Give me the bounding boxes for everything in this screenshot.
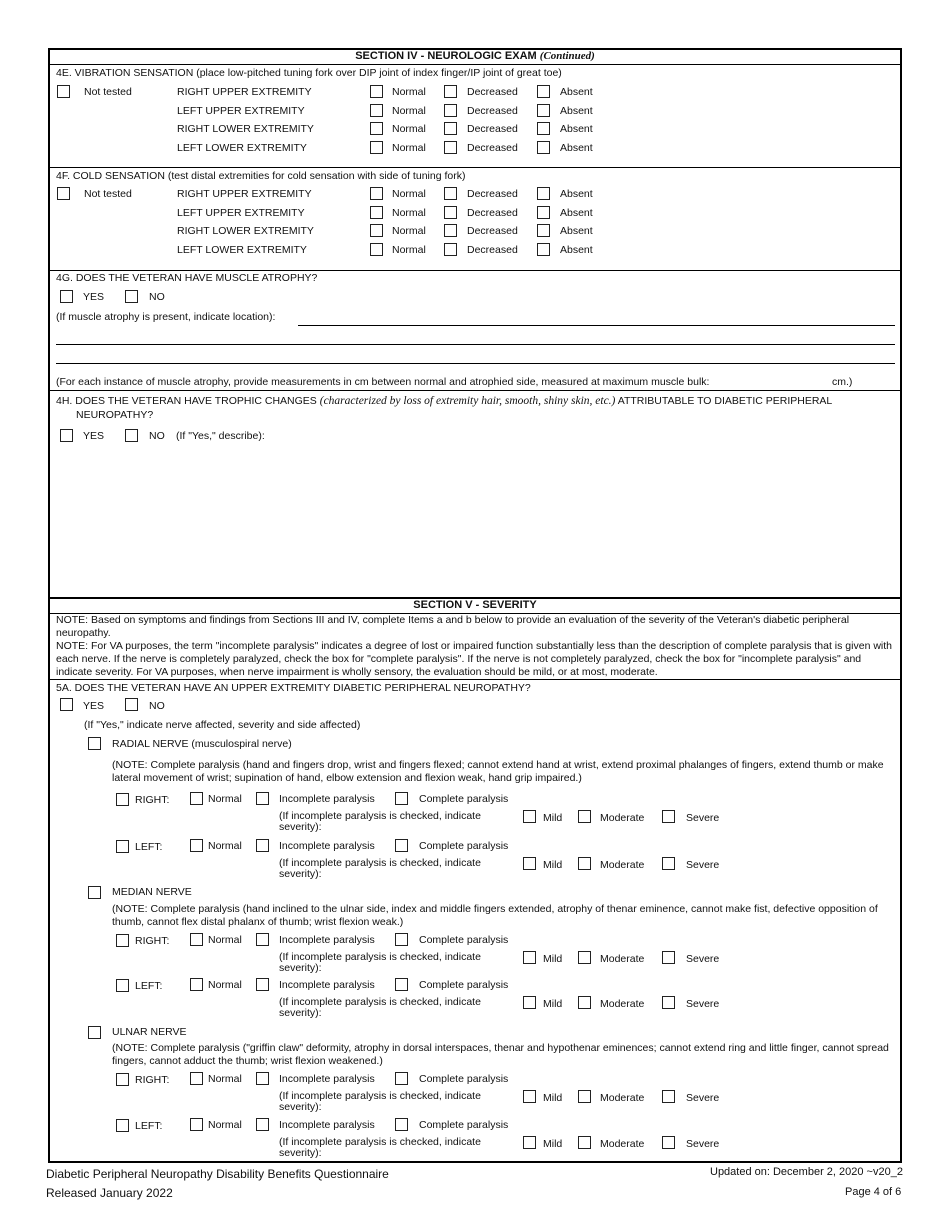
radial-right-normal-checkbox[interactable] bbox=[190, 792, 203, 805]
median-right-moderate-label: Moderate bbox=[600, 953, 645, 965]
ulnar-nerve-label: ULNAR NERVE bbox=[112, 1026, 187, 1038]
cold-right-upper-label: RIGHT UPPER EXTREMITY bbox=[177, 188, 312, 200]
q4g-location-line-3[interactable] bbox=[56, 363, 895, 364]
q4g-no-label: NO bbox=[149, 291, 165, 303]
q4h-label-cont: NEUROPATHY? bbox=[76, 409, 154, 421]
vibration-right-lower-normal-checkbox[interactable] bbox=[370, 122, 383, 135]
radial-nerve-label: RADIAL NERVE (musculospiral nerve) bbox=[112, 738, 292, 750]
ulnar-right-label: RIGHT: bbox=[135, 1074, 170, 1086]
radial-right-incomplete-checkbox[interactable] bbox=[256, 792, 269, 805]
median-left-complete-label: Complete paralysis bbox=[419, 979, 509, 991]
median-left-incomplete-checkbox[interactable] bbox=[256, 978, 269, 991]
vibration-left-lower-decreased-checkbox[interactable] bbox=[444, 141, 457, 154]
median-right-mild-checkbox[interactable] bbox=[523, 951, 536, 964]
cold-left-lower-decreased-checkbox[interactable] bbox=[444, 243, 457, 256]
divider bbox=[48, 679, 902, 680]
vibration-left-lower-absent-label: Absent bbox=[560, 142, 593, 155]
ulnar-right-incomplete-checkbox[interactable] bbox=[256, 1072, 269, 1085]
vibration-right-lower-label: RIGHT LOWER EXTREMITY bbox=[177, 123, 314, 136]
median-left-complete-checkbox[interactable] bbox=[395, 978, 408, 991]
radial-right-mild-label: Mild bbox=[543, 812, 563, 824]
radial-left-severe-checkbox[interactable] bbox=[662, 857, 675, 870]
radial-nerve-note: (NOTE: Complete paralysis (hand and fingers drop, wrist and fingers flexed; cannot extend hand at wrist, extend proximal phalanges of fingers, extend thumb or make lateral movement of wrist; supination of hand, elbow extension and flexion weak, hand grip impaired.) bbox=[112, 759, 884, 784]
median-right-normal-checkbox[interactable] bbox=[190, 933, 203, 946]
q4g-location-label: (If muscle atrophy is present, indicate location): bbox=[56, 311, 276, 323]
cold-right-upper-decreased-label: Decreased bbox=[467, 188, 518, 200]
radial-right-severe-checkbox[interactable] bbox=[662, 810, 675, 823]
median-left-severity-instr-2: severity): bbox=[279, 1007, 322, 1019]
ulnar-right-complete-checkbox[interactable] bbox=[395, 1072, 408, 1085]
vibration-right-upper-absent-label: Absent bbox=[560, 86, 593, 98]
cold-left-upper-normal-label: Normal bbox=[392, 206, 426, 219]
ulnar-nerve-note: (NOTE: Complete paralysis ("griffin claw" deformity, atrophy in dorsal interspaces, thenar and hypothenar eminences; cannot extend ring and little finger, cannot spread fingers, cannot adduct the thumb; wrist flexion weakened.) bbox=[112, 1042, 889, 1067]
cold-left-upper-absent-checkbox[interactable] bbox=[537, 206, 550, 219]
median-right-severe-label: Severe bbox=[686, 953, 720, 965]
cold-right-lower-label: RIGHT LOWER EXTREMITY bbox=[177, 225, 314, 238]
vibration-left-upper-absent-label: Absent bbox=[560, 104, 593, 117]
section-v-note-2: NOTE: For VA purposes, the term "incomplete paralysis" indicates a degree of lost or impaired function substantially less than the description of complete paralysis that is given with each nerve. If the nerve is completely paralyzed, check the box for "complete paralysis". If the nerve is not completely paralyzed, check the box for "incomplete paralysis" and indicate severity. For VA purposes, when nerve impairment is wholly sensory, the evaluation should be mild, or at most, moderate. bbox=[56, 640, 892, 678]
radial-left-moderate-checkbox[interactable] bbox=[578, 857, 591, 870]
cold-right-lower-decreased-label: Decreased bbox=[467, 225, 518, 238]
radial-nerve-checkbox[interactable] bbox=[88, 737, 101, 750]
q5a-label: 5A. DOES THE VETERAN HAVE AN UPPER EXTREMITY DIABETIC PERIPHERAL NEUROPATHY? bbox=[56, 682, 531, 694]
cold-right-lower-normal-label: Normal bbox=[392, 225, 426, 238]
cold-right-lower-absent-label: Absent bbox=[560, 225, 593, 238]
cold-left-lower-normal-checkbox[interactable] bbox=[370, 243, 383, 256]
q4g-yes-label: YES bbox=[83, 291, 105, 303]
median-left-moderate-checkbox[interactable] bbox=[578, 996, 591, 1009]
median-right-severity-instr: (If incomplete paralysis is checked, indicate bbox=[279, 951, 481, 963]
ulnar-left-incomplete-checkbox[interactable] bbox=[256, 1118, 269, 1131]
radial-left-label: LEFT: bbox=[135, 841, 163, 853]
cold-left-lower-label: LEFT LOWER EXTREMITY bbox=[177, 244, 307, 257]
q4h-no-label: NO bbox=[149, 430, 165, 442]
ulnar-right-moderate-checkbox[interactable] bbox=[578, 1090, 591, 1103]
section-v-note-1: NOTE: Based on symptoms and findings from Sections III and IV, complete Items a and b below to provide an evaluation of the severity of the Veteran's diabetic peripheral neuropathy. bbox=[56, 614, 850, 639]
vibration-left-upper-decreased-checkbox[interactable] bbox=[444, 104, 457, 117]
q4g-cm-label: cm.) bbox=[832, 376, 853, 388]
ulnar-right-mild-checkbox[interactable] bbox=[523, 1090, 536, 1103]
q5a-no-checkbox[interactable] bbox=[125, 698, 138, 711]
q4g-location-line[interactable] bbox=[298, 325, 895, 326]
cold-left-upper-absent-label: Absent bbox=[560, 206, 593, 219]
q4g-location-line-2[interactable] bbox=[56, 344, 895, 345]
radial-left-normal-label: Normal bbox=[208, 840, 242, 852]
footer-updated: Updated on: December 2, 2020 ~v20_2 bbox=[710, 1166, 903, 1178]
ulnar-right-severe-checkbox[interactable] bbox=[662, 1090, 675, 1103]
ulnar-right-normal-checkbox[interactable] bbox=[190, 1072, 203, 1085]
vibration-not-tested-checkbox[interactable] bbox=[57, 85, 70, 98]
section-iv-header: SECTION IV - NEUROLOGIC EXAM (Continued) bbox=[355, 50, 595, 62]
median-left-severe-checkbox[interactable] bbox=[662, 996, 675, 1009]
vibration-right-upper-decreased-checkbox[interactable] bbox=[444, 85, 457, 98]
q5a-if-yes-label: (If "Yes," indicate nerve affected, severity and side affected) bbox=[84, 719, 361, 731]
cold-not-tested-checkbox[interactable] bbox=[57, 187, 70, 200]
ulnar-right-severity-instr: (If incomplete paralysis is checked, indicate bbox=[279, 1090, 481, 1102]
q4g-no-checkbox[interactable] bbox=[125, 290, 138, 303]
vibration-left-upper-normal-checkbox[interactable] bbox=[370, 104, 383, 117]
median-right-severity-instr-2: severity): bbox=[279, 962, 322, 974]
radial-left-checkbox[interactable] bbox=[116, 840, 129, 853]
section-v-header: SECTION V - SEVERITY bbox=[413, 599, 537, 611]
radial-right-moderate-label: Moderate bbox=[600, 812, 645, 824]
q4h-no-checkbox[interactable] bbox=[125, 429, 138, 442]
cold-left-lower-decreased-label: Decreased bbox=[467, 244, 518, 257]
ulnar-left-severity-instr-2: severity): bbox=[279, 1147, 322, 1159]
ulnar-left-mild-label: Mild bbox=[543, 1138, 563, 1150]
ulnar-right-normal-label: Normal bbox=[208, 1073, 242, 1085]
q4h-label: 4H. DOES THE VETERAN HAVE TROPHIC CHANGES (characterized by loss of extremity hair, smooth, shiny skin, etc.) ATTRIBUTABLE TO DIABETIC PERIPHERAL bbox=[56, 395, 833, 407]
ulnar-nerve-checkbox[interactable] bbox=[88, 1026, 101, 1039]
median-right-checkbox[interactable] bbox=[116, 934, 129, 947]
radial-right-label: RIGHT: bbox=[135, 794, 170, 806]
median-left-incomplete-label: Incomplete paralysis bbox=[279, 979, 375, 991]
vibration-right-lower-normal-label: Normal bbox=[392, 123, 426, 136]
q4g-measurement-label: (For each instance of muscle atrophy, provide measurements in cm between normal and atrophied side, measured at maximum muscle bulk: bbox=[56, 376, 710, 388]
footer-page: Page 4 of 6 bbox=[845, 1186, 902, 1198]
vibration-left-lower-label: LEFT LOWER EXTREMITY bbox=[177, 142, 307, 155]
median-nerve-note: (NOTE: Complete paralysis (hand inclined to the ulnar side, index and middle fingers extended, atrophy of thenar eminence, cannot make fist, defective opposition of thumb, cannot flex distal phalanx of thumb; wrist flexion weak.) bbox=[112, 903, 878, 928]
cold-right-lower-absent-checkbox[interactable] bbox=[537, 224, 550, 237]
vibration-left-upper-label: LEFT UPPER EXTREMITY bbox=[177, 104, 305, 117]
radial-left-mild-label: Mild bbox=[543, 859, 563, 871]
cold-right-lower-normal-checkbox[interactable] bbox=[370, 224, 383, 237]
radial-right-severity-instr: (If incomplete paralysis is checked, indicate bbox=[279, 810, 481, 822]
ulnar-right-mild-label: Mild bbox=[543, 1092, 563, 1104]
q4g-label: 4G. DOES THE VETERAN HAVE MUSCLE ATROPHY? bbox=[56, 272, 318, 284]
median-right-complete-checkbox[interactable] bbox=[395, 933, 408, 946]
radial-right-severe-label: Severe bbox=[686, 812, 720, 824]
vibration-left-lower-normal-label: Normal bbox=[392, 142, 426, 155]
vibration-right-upper-decreased-label: Decreased bbox=[467, 86, 518, 98]
q5a-no-label: NO bbox=[149, 700, 165, 712]
divider bbox=[48, 390, 902, 391]
radial-left-severity-instr: (If incomplete paralysis is checked, indicate bbox=[279, 857, 481, 869]
median-right-label: RIGHT: bbox=[135, 935, 170, 947]
median-left-severity-instr: (If incomplete paralysis is checked, indicate bbox=[279, 996, 481, 1008]
vibration-right-lower-absent-label: Absent bbox=[560, 123, 593, 136]
q4h-yes-checkbox[interactable] bbox=[60, 429, 73, 442]
radial-right-complete-label: Complete paralysis bbox=[419, 793, 509, 805]
vibration-right-upper-normal-checkbox[interactable] bbox=[370, 85, 383, 98]
cold-left-lower-normal-label: Normal bbox=[392, 244, 426, 257]
footer-title: Diabetic Peripheral Neuropathy Disability Benefits Questionnaire bbox=[46, 1167, 389, 1181]
radial-left-severity-instr-2: severity): bbox=[279, 868, 322, 880]
median-left-mild-checkbox[interactable] bbox=[523, 996, 536, 1009]
cold-right-upper-absent-checkbox[interactable] bbox=[537, 187, 550, 200]
vibration-right-upper-absent-checkbox[interactable] bbox=[537, 85, 550, 98]
q4g-yes-checkbox[interactable] bbox=[60, 290, 73, 303]
median-left-mild-label: Mild bbox=[543, 998, 563, 1010]
radial-right-checkbox[interactable] bbox=[116, 793, 129, 806]
ulnar-left-mild-checkbox[interactable] bbox=[523, 1136, 536, 1149]
q5a-yes-label: YES bbox=[83, 700, 105, 712]
radial-left-moderate-label: Moderate bbox=[600, 859, 645, 871]
q4h-describe-label: (If "Yes," describe): bbox=[176, 430, 265, 442]
vibration-not-tested-label: Not tested bbox=[84, 86, 132, 98]
ulnar-left-severity-instr: (If incomplete paralysis is checked, indicate bbox=[279, 1136, 481, 1148]
radial-right-mild-checkbox[interactable] bbox=[523, 810, 536, 823]
ulnar-left-severe-label: Severe bbox=[686, 1138, 720, 1150]
q5a-yes-checkbox[interactable] bbox=[60, 698, 73, 711]
vibration-right-upper-normal-label: Normal bbox=[392, 86, 426, 98]
vibration-left-lower-normal-checkbox[interactable] bbox=[370, 141, 383, 154]
radial-right-complete-checkbox[interactable] bbox=[395, 792, 408, 805]
median-left-normal-label: Normal bbox=[208, 979, 242, 991]
q4f-label: 4F. COLD SENSATION (test distal extremities for cold sensation with side of tuning fork) bbox=[56, 170, 466, 182]
vibration-right-lower-decreased-label: Decreased bbox=[467, 123, 518, 136]
ulnar-left-complete-checkbox[interactable] bbox=[395, 1118, 408, 1131]
cold-left-upper-decreased-label: Decreased bbox=[467, 206, 518, 219]
divider bbox=[48, 270, 902, 271]
ulnar-left-complete-label: Complete paralysis bbox=[419, 1119, 509, 1131]
ulnar-left-label: LEFT: bbox=[135, 1120, 163, 1132]
cold-right-lower-decreased-checkbox[interactable] bbox=[444, 224, 457, 237]
divider bbox=[48, 167, 902, 168]
radial-right-incomplete-label: Incomplete paralysis bbox=[279, 793, 375, 805]
ulnar-left-incomplete-label: Incomplete paralysis bbox=[279, 1119, 375, 1131]
median-right-mild-label: Mild bbox=[543, 953, 563, 965]
vibration-left-upper-normal-label: Normal bbox=[392, 104, 426, 117]
ulnar-left-severe-checkbox[interactable] bbox=[662, 1136, 675, 1149]
radial-left-complete-checkbox[interactable] bbox=[395, 839, 408, 852]
median-left-moderate-label: Moderate bbox=[600, 998, 645, 1010]
median-right-severe-checkbox[interactable] bbox=[662, 951, 675, 964]
radial-left-incomplete-label: Incomplete paralysis bbox=[279, 840, 375, 852]
vibration-right-lower-decreased-checkbox[interactable] bbox=[444, 122, 457, 135]
cold-right-upper-normal-label: Normal bbox=[392, 188, 426, 200]
median-right-incomplete-label: Incomplete paralysis bbox=[279, 934, 375, 946]
median-right-complete-label: Complete paralysis bbox=[419, 934, 509, 946]
median-left-normal-checkbox[interactable] bbox=[190, 978, 203, 991]
cold-not-tested-label: Not tested bbox=[84, 188, 132, 200]
radial-right-moderate-checkbox[interactable] bbox=[578, 810, 591, 823]
median-right-incomplete-checkbox[interactable] bbox=[256, 933, 269, 946]
median-nerve-label: MEDIAN NERVE bbox=[112, 886, 192, 898]
radial-left-severe-label: Severe bbox=[686, 859, 720, 871]
cold-left-upper-normal-checkbox[interactable] bbox=[370, 206, 383, 219]
ulnar-right-moderate-label: Moderate bbox=[600, 1092, 645, 1104]
ulnar-right-incomplete-label: Incomplete paralysis bbox=[279, 1073, 375, 1085]
footer-released: Released January 2022 bbox=[46, 1186, 173, 1200]
ulnar-right-complete-label: Complete paralysis bbox=[419, 1073, 509, 1085]
cold-left-upper-label: LEFT UPPER EXTREMITY bbox=[177, 206, 305, 219]
ulnar-left-normal-label: Normal bbox=[208, 1119, 242, 1131]
cold-right-upper-decreased-checkbox[interactable] bbox=[444, 187, 457, 200]
divider bbox=[48, 64, 902, 65]
radial-right-severity-instr-2: severity): bbox=[279, 821, 322, 833]
median-left-label: LEFT: bbox=[135, 980, 163, 992]
q4h-yes-label: YES bbox=[83, 430, 105, 442]
median-right-normal-label: Normal bbox=[208, 934, 242, 946]
median-left-severe-label: Severe bbox=[686, 998, 720, 1010]
ulnar-left-checkbox[interactable] bbox=[116, 1119, 129, 1132]
ulnar-left-moderate-label: Moderate bbox=[600, 1138, 645, 1150]
radial-left-incomplete-checkbox[interactable] bbox=[256, 839, 269, 852]
vibration-left-lower-decreased-label: Decreased bbox=[467, 142, 518, 155]
ulnar-left-moderate-checkbox[interactable] bbox=[578, 1136, 591, 1149]
median-left-checkbox[interactable] bbox=[116, 979, 129, 992]
ulnar-left-normal-checkbox[interactable] bbox=[190, 1118, 203, 1131]
vibration-left-upper-decreased-label: Decreased bbox=[467, 104, 518, 117]
ulnar-right-severity-instr-2: severity): bbox=[279, 1101, 322, 1113]
cold-right-upper-absent-label: Absent bbox=[560, 188, 593, 200]
cold-left-upper-decreased-checkbox[interactable] bbox=[444, 206, 457, 219]
ulnar-right-checkbox[interactable] bbox=[116, 1073, 129, 1086]
radial-right-normal-label: Normal bbox=[208, 793, 242, 805]
vibration-left-lower-absent-checkbox[interactable] bbox=[537, 141, 550, 154]
q4e-label: 4E. VIBRATION SENSATION (place low-pitched tuning fork over DIP joint of index finger/IP joint of great toe) bbox=[56, 67, 562, 79]
radial-left-complete-label: Complete paralysis bbox=[419, 840, 509, 852]
cold-left-lower-absent-checkbox[interactable] bbox=[537, 243, 550, 256]
ulnar-right-severe-label: Severe bbox=[686, 1092, 720, 1104]
vibration-left-upper-absent-checkbox[interactable] bbox=[537, 104, 550, 117]
q4h-description-field[interactable] bbox=[56, 445, 894, 595]
radial-left-normal-checkbox[interactable] bbox=[190, 839, 203, 852]
vibration-right-upper-label: RIGHT UPPER EXTREMITY bbox=[177, 86, 312, 98]
median-right-moderate-checkbox[interactable] bbox=[578, 951, 591, 964]
radial-left-mild-checkbox[interactable] bbox=[523, 857, 536, 870]
vibration-right-lower-absent-checkbox[interactable] bbox=[537, 122, 550, 135]
median-nerve-checkbox[interactable] bbox=[88, 886, 101, 899]
cold-right-upper-normal-checkbox[interactable] bbox=[370, 187, 383, 200]
cold-left-lower-absent-label: Absent bbox=[560, 244, 593, 257]
